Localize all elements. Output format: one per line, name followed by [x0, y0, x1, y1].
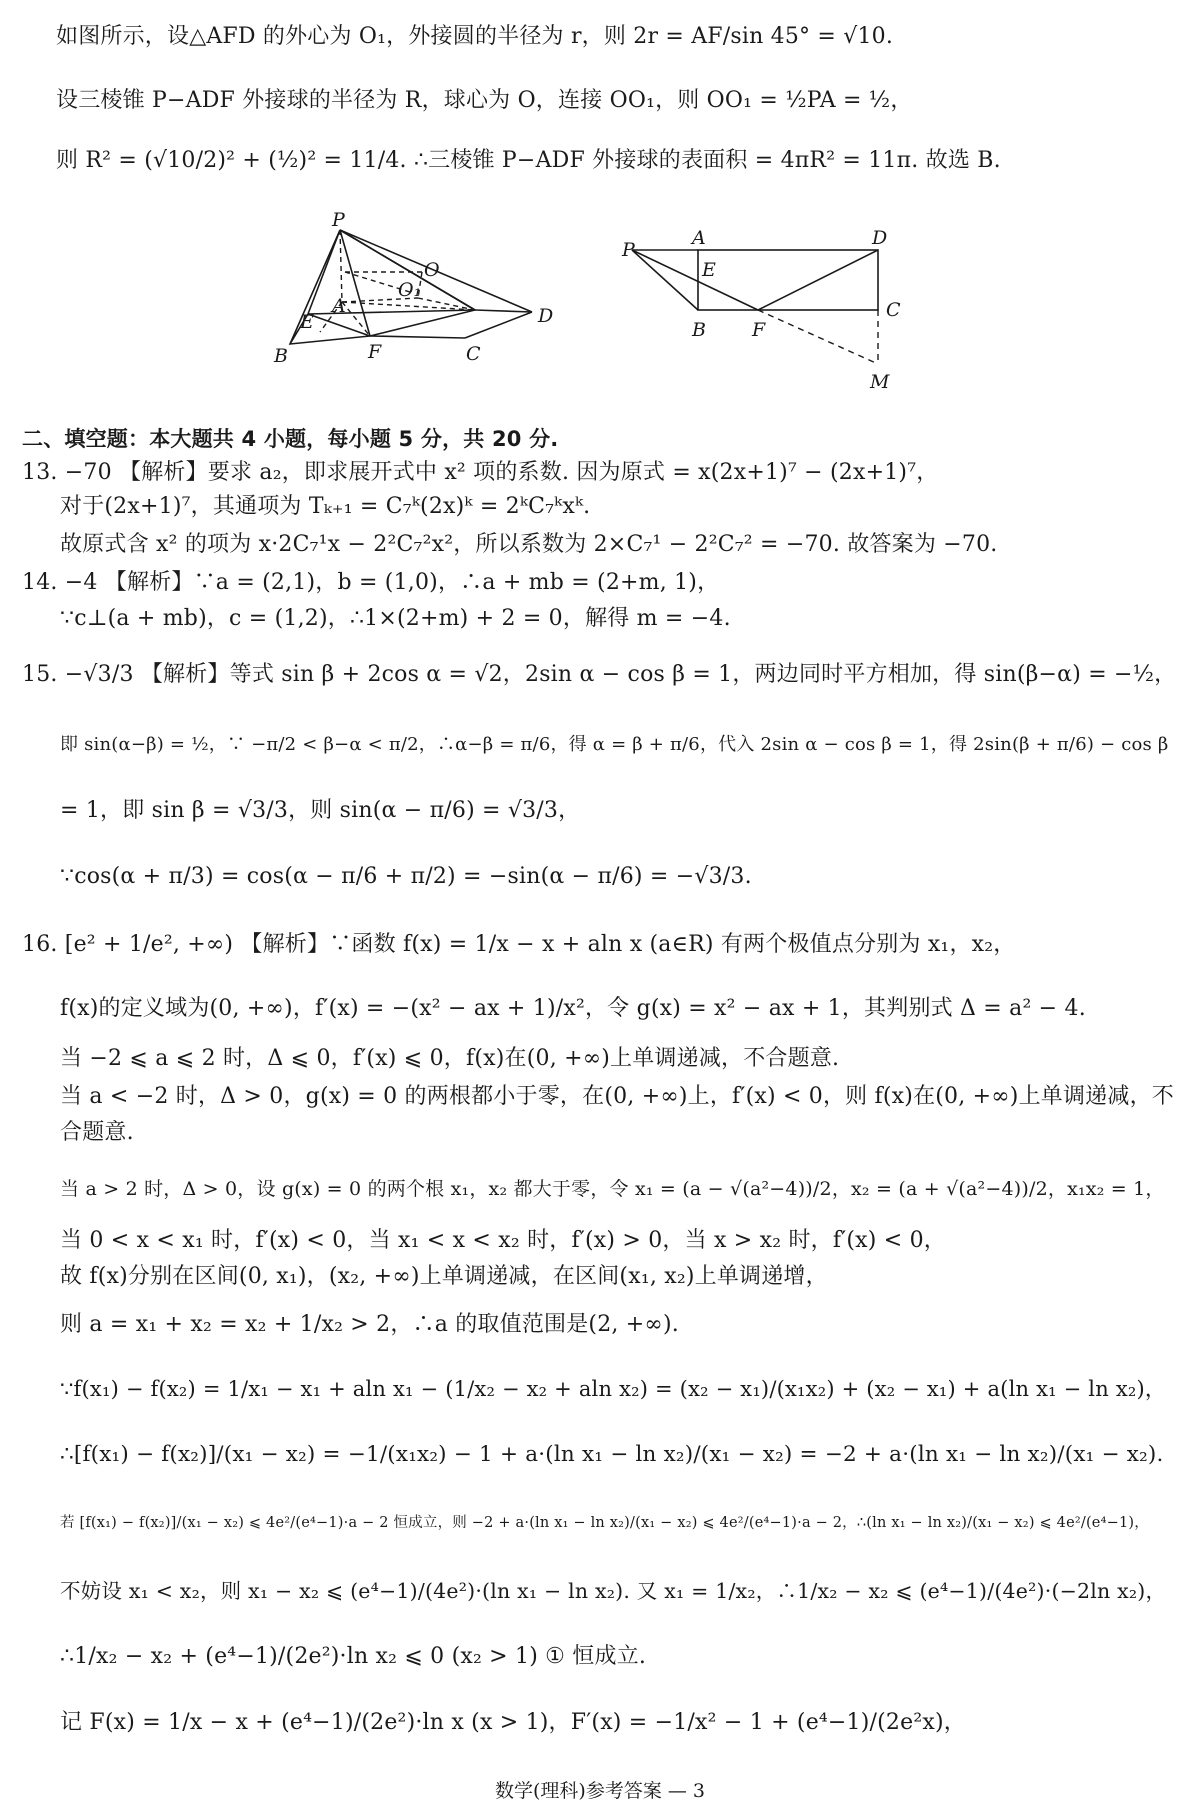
q16-line-4: 当 a < −2 时，Δ > 0，g(x) = 0 的两根都小于零，在(0, +∞)上，f′(x) < 0，则 f(x)在(0, +∞)上单调递减，不	[60, 1084, 1174, 1109]
label-a-left: A	[332, 295, 346, 317]
pyramid-figure	[270, 210, 630, 410]
label-p-right: P	[622, 239, 635, 261]
q15-line-4: ∵cos(α + π/3) = cos(α − π/6 + π/2) = −sin(α − π/6) = −√3/3.	[60, 864, 752, 889]
label-a-right: A	[692, 227, 706, 249]
q16-line-11: ∴[f(x₁) − f(x₂)]/(x₁ − x₂) = −1/(x₁x₂) − 1 + a·(ln x₁ − ln x₂)/(x₁ − x₂) = −2 + a·(ln x₁ − ln x₂)/(x₁ − x₂).	[60, 1442, 1164, 1467]
q16-line-15: 记 F(x) = 1/x − x + (e⁴−1)/(2e²)·ln x (x > 1)，F′(x) = −1/x² − 1 + (e⁴−1)/(2e²x)，	[60, 1710, 966, 1735]
unfolded-figure	[618, 226, 908, 416]
q15-line-3: = 1，即 sin β = √3/3，则 sin(α − π/6) = √3/3，	[60, 798, 581, 823]
q16-line-8: 故 f(x)分别在区间(0, x₁)，(x₂, +∞)上单调递减，在区间(x₁, x₂)上单调递增，	[60, 1264, 828, 1289]
label-m-right: M	[870, 371, 890, 393]
q16-line-1: 16. [e² + 1/e², +∞) 【解析】∵函数 f(x) = 1/x − x + aln x (a∈R) 有两个极值点分别为 x₁，x₂，	[22, 932, 1016, 957]
page-footer: 数学(理科)参考答案 — 3	[495, 1780, 705, 1802]
q16-line-13: 不妨设 x₁ < x₂，则 x₁ − x₂ ⩽ (e⁴−1)/(4e²)·(ln x₁ − ln x₂). 又 x₁ = 1/x₂，∴1/x₂ − x₂ ⩽ (e⁴−1)/(4e²)·(−2ln x₂)，	[60, 1579, 1167, 1603]
q15-line-2: 即 sin(α−β) = ½，∵ −π/2 < β−α < π/2，∴α−β = π/6，得 α = β + π/6，代入 2sin α − cos β = 1，得 2sin(β + π/6) − cos β	[60, 734, 1169, 755]
label-f-left: F	[368, 341, 382, 363]
label-c-right: C	[886, 299, 901, 321]
label-d-right: D	[872, 227, 888, 249]
label-e-left: E	[300, 311, 314, 333]
label-b-left: B	[274, 345, 288, 367]
label-d-left: D	[538, 305, 554, 327]
q16-line-7: 当 0 < x < x₁ 时，f′(x) < 0，当 x₁ < x < x₂ 时，f′(x) > 0，当 x > x₂ 时，f′(x) < 0，	[60, 1228, 946, 1253]
paragraph-sphere-center: 设三棱锥 P−ADF 外接球的半径为 R，球心为 O，连接 OO₁，则 OO₁ = ½PA = ½，	[56, 88, 913, 113]
label-f-right: F	[752, 319, 766, 341]
q15-line-1: 15. −√3/3 【解析】等式 sin β + 2cos α = √2，2sin α − cos β = 1，两边同时平方相加，得 sin(β−α) = −½，	[22, 662, 1177, 687]
q16-line-3: 当 −2 ⩽ a ⩽ 2 时，Δ ⩽ 0，f′(x) ⩽ 0，f(x)在(0, +∞)上单调递减，不合题意.	[60, 1046, 840, 1071]
q13-line-2: 对于(2x+1)⁷，其通项为 Tₖ₊₁ = C₇ᵏ(2x)ᵏ = 2ᵏC₇ᵏxᵏ.	[60, 494, 591, 519]
q16-line-10: ∵f(x₁) − f(x₂) = 1/x₁ − x₁ + aln x₁ − (1/x₂ − x₂ + aln x₂) = (x₂ − x₁)/(x₁x₂) + (x₂ − x₁) + a(ln x₁ − ln x₂)，	[60, 1377, 1167, 1401]
section-heading: 二、填空题：本大题共 4 小题，每小题 5 分，共 20 分.	[22, 427, 559, 451]
q16-line-14: ∴1/x₂ − x₂ + (e⁴−1)/(2e²)·ln x₂ ⩽ 0 (x₂ > 1) ① 恒成立.	[60, 1644, 647, 1669]
q13-line-3: 故原式含 x² 的项为 x·2C₇¹x − 2²C₇²x²，所以系数为 2×C₇¹ − 2²C₇² = −70. 故答案为 −70.	[60, 532, 998, 557]
q14-line-2: ∵c⊥(a + mb)，c = (1,2)，∴1×(2+m) + 2 = 0，解得 m = −4.	[60, 606, 731, 631]
q14-line-1: 14. −4 【解析】∵a = (2,1)，b = (1,0)，∴a + mb = (2+m, 1)，	[22, 570, 720, 595]
q13-line-1: 13. −70 【解析】要求 a₂，即求展开式中 x² 项的系数. 因为原式 = x(2x+1)⁷ − (2x+1)⁷，	[22, 460, 939, 485]
q16-line-5: 合题意.	[60, 1120, 134, 1145]
label-b-right: B	[692, 319, 706, 341]
label-o1-left: O₁	[398, 279, 422, 301]
q16-line-12: 若 [f(x₁) − f(x₂)]/(x₁ − x₂) ⩽ 4e²/(e⁴−1)·a − 2 恒成立，则 −2 + a·(ln x₁ − ln x₂)/(x₁ − x₂) ⩽ 4e²/(e⁴−1)·a − 2，∴(ln x₁ − ln x₂)/(x₁ − x₂) ⩽ 4e²/(e⁴−1)，	[60, 1515, 1149, 1531]
label-p-left: P	[332, 210, 345, 231]
label-o-left: O	[424, 259, 440, 281]
paragraph-circumradius: 如图所示，设△AFD 的外心为 O₁，外接圆的半径为 r，则 2r = AF/sin 45° = √10.	[56, 24, 894, 49]
label-c-left: C	[466, 343, 481, 365]
label-e-right: E	[702, 259, 716, 281]
q16-line-9: 则 a = x₁ + x₂ = x₂ + 1/x₂ > 2，∴a 的取值范围是(2, +∞).	[60, 1312, 679, 1337]
paragraph-surface-area: 则 R² = (√10/2)² + (½)² = 11/4. ∴三棱锥 P−ADF 外接球的表面积 = 4πR² = 11π. 故选 B.	[56, 148, 1001, 173]
q16-line-6: 当 a > 2 时，Δ > 0，设 g(x) = 0 的两个根 x₁，x₂ 都大于零，令 x₁ = (a − √(a²−4))/2，x₂ = (a + √(a²−4))/2，x₁x₂ = 1，	[60, 1178, 1165, 1200]
q16-line-2: f(x)的定义域为(0, +∞)，f′(x) = −(x² − ax + 1)/x²，令 g(x) = x² − ax + 1，其判别式 Δ = a² − 4.	[60, 996, 1086, 1021]
